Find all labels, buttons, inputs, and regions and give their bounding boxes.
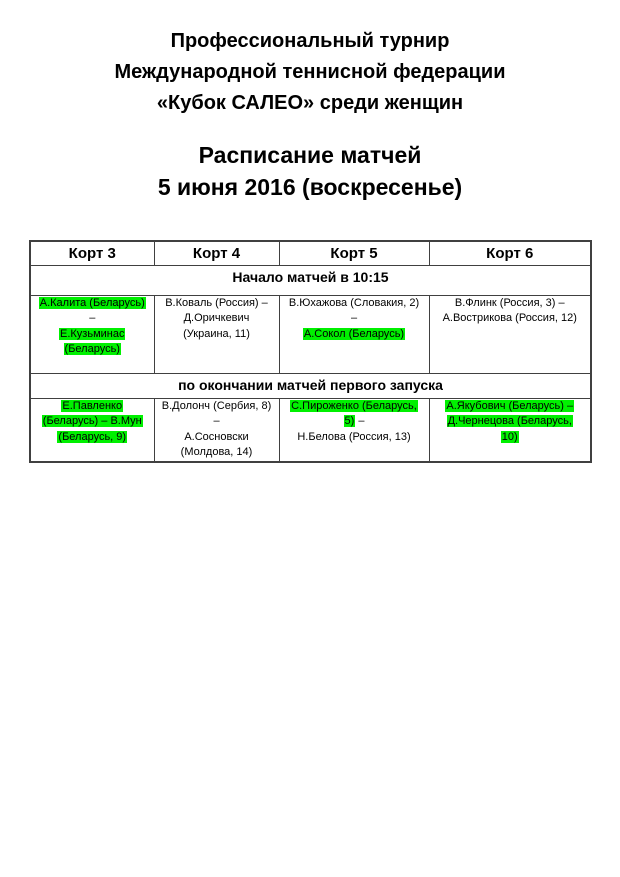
player-text: – [350,312,358,324]
title-line-1: Профессиональный турнир [170,30,450,52]
match-cell [30,398,154,462]
player-text: – [355,415,365,427]
court-header-row [30,241,591,265]
match-line [280,311,429,327]
player-text: А.Сосновски [184,430,249,443]
match-line [155,430,279,446]
highlighted-player-text: А.Сокол (Беларусь) [303,327,405,340]
match-line [31,399,154,415]
court-header-3: Корт 3 [30,241,154,265]
highlighted-player-text: А.Якубович (Беларусь) – [446,399,574,412]
subtitle-line-1: Расписание матчей [198,142,422,168]
match-cell [154,398,279,462]
match-line [430,414,591,430]
schedule-table [29,240,592,463]
match-line [31,342,154,358]
player-text: (Украина, 11) [183,327,250,340]
match-line [155,296,279,312]
court-header-4: Корт 4 [154,241,279,265]
match-line [430,399,591,415]
highlighted-player-text: Е.Павленко [62,399,123,412]
player-text: А.Вострикова (Россия, 12) [442,312,577,324]
title-line-3: «Кубок САЛЕО» среди женщин [156,92,464,114]
match-cell [429,398,591,462]
match-cell [30,295,154,373]
section-banner-row [30,373,591,398]
court-header-5: Корт 5 [279,241,429,265]
match-line [155,445,279,461]
highlighted-player-text: (Беларусь) [64,343,120,355]
match-line [155,327,279,343]
match-cell [279,398,429,462]
title-line-2: Международной теннисной федерации [114,61,506,83]
player-text: – [89,312,96,324]
section-banner: Начало матчей в 10:15 [30,265,591,295]
section-banner-row [30,265,591,295]
highlighted-player-text: Е.Кузьминас [60,327,125,340]
match-line [430,296,591,312]
match-row [30,398,591,462]
player-text: – [213,415,220,427]
player-text: В.Коваль (Россия) – [165,296,268,309]
player-text: В.Долонч (Сербия, 8) [161,399,272,412]
match-line [31,327,154,343]
highlighted-player-text: Д.Чернецова (Беларусь, [447,415,572,427]
match-line [430,311,591,327]
player-text: Н.Белова (Россия, 13) [297,430,411,443]
match-cell [279,295,429,373]
subtitle-line-2: 5 июня 2016 (воскресенье) [157,174,463,200]
highlighted-player-text: А.Калита (Беларусь) [39,296,145,309]
match-line [155,414,279,430]
schedule-subtitle [0,139,620,203]
match-row [30,295,591,373]
court-header-6: Корт 6 [429,241,591,265]
match-line [280,430,429,446]
player-text: В.Флинк (Россия, 3) – [454,296,565,309]
match-line [155,399,279,415]
match-line [31,430,154,446]
tournament-title [0,26,620,119]
match-line [31,414,154,430]
match-line [280,296,429,312]
match-line [280,414,429,430]
highlighted-player-text: (Беларусь) – В.Мун [42,415,142,427]
section-banner: по окончании матчей первого запуска [30,373,591,398]
highlighted-player-text: 5) [344,415,355,427]
match-line [280,327,429,343]
highlighted-player-text: 10) [501,430,518,443]
match-cell [429,295,591,373]
match-line [430,430,591,446]
match-line [280,399,429,415]
match-cell [154,295,279,373]
match-line [155,311,279,327]
highlighted-player-text: (Беларусь, 9) [58,430,127,443]
highlighted-player-text: С.Пироженко (Беларусь, [291,399,417,412]
match-line [31,311,154,327]
player-text: Д.Оричкевич [183,312,250,324]
match-line [31,296,154,312]
player-text: (Молдова, 14) [180,446,253,458]
player-text: В.Юхажова (Словакия, 2) [288,296,420,309]
